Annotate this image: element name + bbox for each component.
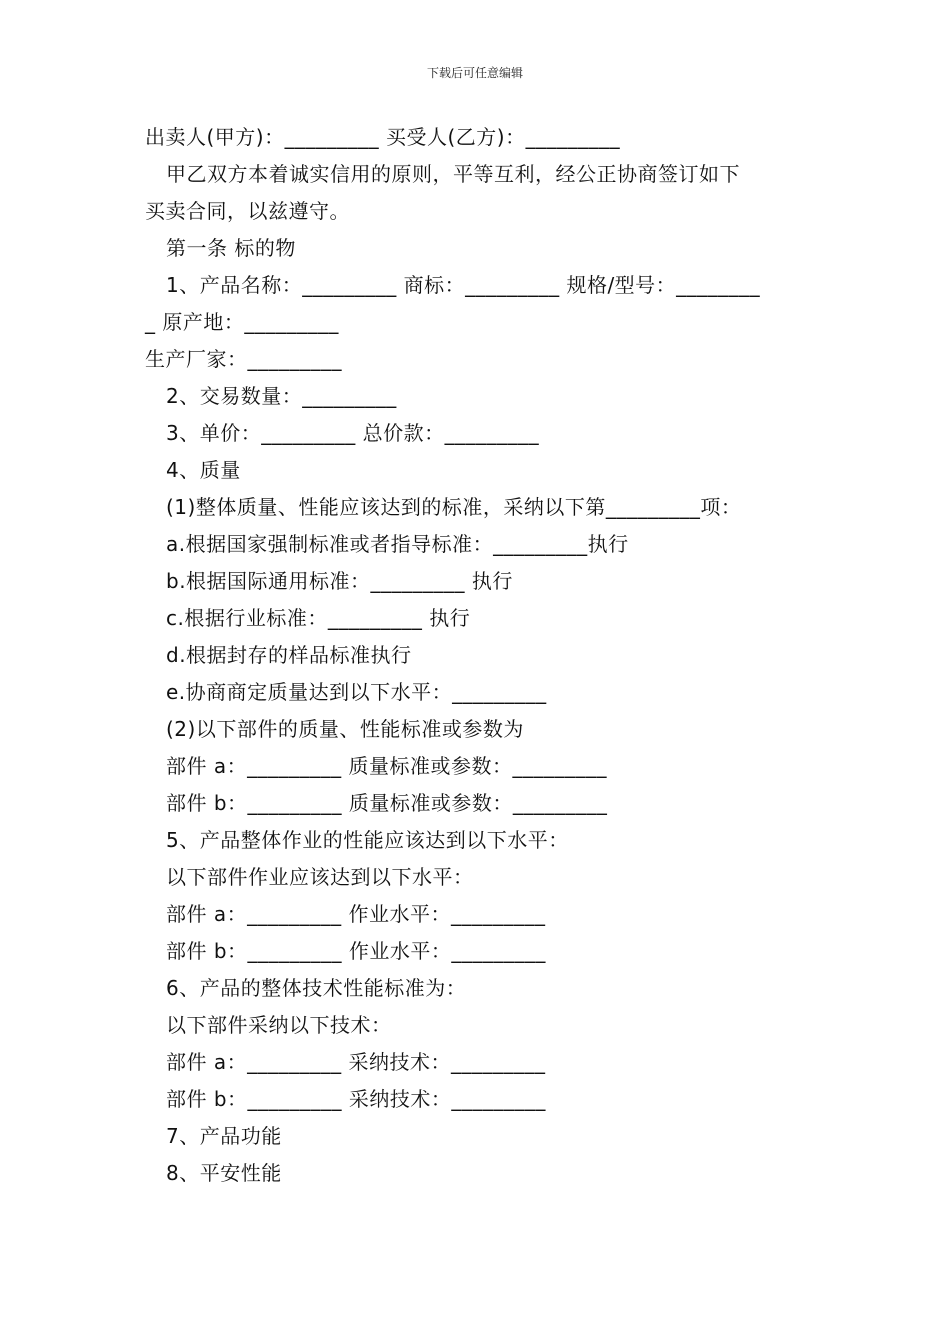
parts-quality-heading: (2)以下部件的质量、性能标准或参数为 [166, 717, 524, 741]
intro-paragraph-line-1: 甲乙双方本着诚实信用的原则，平等互利，经公正协商签订如下 [166, 162, 740, 186]
part-a-quality-line: 部件 a：_________ 质量标准或参数：_________ [166, 754, 607, 778]
option-c-line: c.根据行业标准：_________ 执行 [166, 606, 471, 630]
product-function-heading: 7、产品功能 [166, 1124, 282, 1148]
parts-performance-heading: 以下部件作业应该达到以下水平： [166, 865, 474, 889]
option-e-line: e.协商商定质量达到以下水平：_________ [166, 680, 547, 704]
quality-standard-line: (1)整体质量、性能应该达到的标准，采纳以下第_________项： [166, 495, 742, 519]
part-b-technology-line: 部件 b：_________ 采纳技术：_________ [166, 1087, 546, 1111]
technical-standard-heading: 6、产品的整体技术性能标准为： [166, 976, 467, 1000]
part-a-technology-line: 部件 a：_________ 采纳技术：_________ [166, 1050, 546, 1074]
article-1-heading: 第一条 标的物 [166, 236, 296, 260]
page-header-note: 下载后可任意编辑 [426, 66, 523, 80]
quality-heading: 4、质量 [166, 458, 241, 482]
option-a-line: a.根据国家强制标准或者指导标准：_________执行 [166, 532, 629, 556]
part-b-performance-line: 部件 b：_________ 作业水平：_________ [166, 939, 546, 963]
parts-technology-heading: 以下部件采纳以下技术： [166, 1013, 392, 1037]
quantity-line: 2、交易数量：_________ [166, 384, 397, 408]
origin-line: _ 原产地：_________ [145, 310, 339, 334]
price-line: 3、单价：_________ 总价款：_________ [166, 421, 540, 445]
part-a-performance-line: 部件 a：_________ 作业水平：_________ [166, 902, 546, 926]
manufacturer-line: 生产厂家：_________ [145, 347, 342, 371]
safety-performance-heading: 8、平安性能 [166, 1161, 282, 1185]
seller-buyer-line: 出卖人(甲方)：_________ 买受人(乙方)：_________ [145, 125, 621, 149]
performance-heading: 5、产品整体作业的性能应该达到以下水平： [166, 828, 569, 852]
option-b-line: b.根据国际通用标准：_________ 执行 [166, 569, 513, 593]
product-name-line: 1、产品名称：_________ 商标：_________ 规格/型号：________ [166, 273, 761, 297]
intro-paragraph-line-2: 买卖合同，以兹遵守。 [145, 199, 350, 223]
option-d-line: d.根据封存的样品标准执行 [166, 643, 412, 667]
part-b-quality-line: 部件 b：_________ 质量标准或参数：_________ [166, 791, 608, 815]
